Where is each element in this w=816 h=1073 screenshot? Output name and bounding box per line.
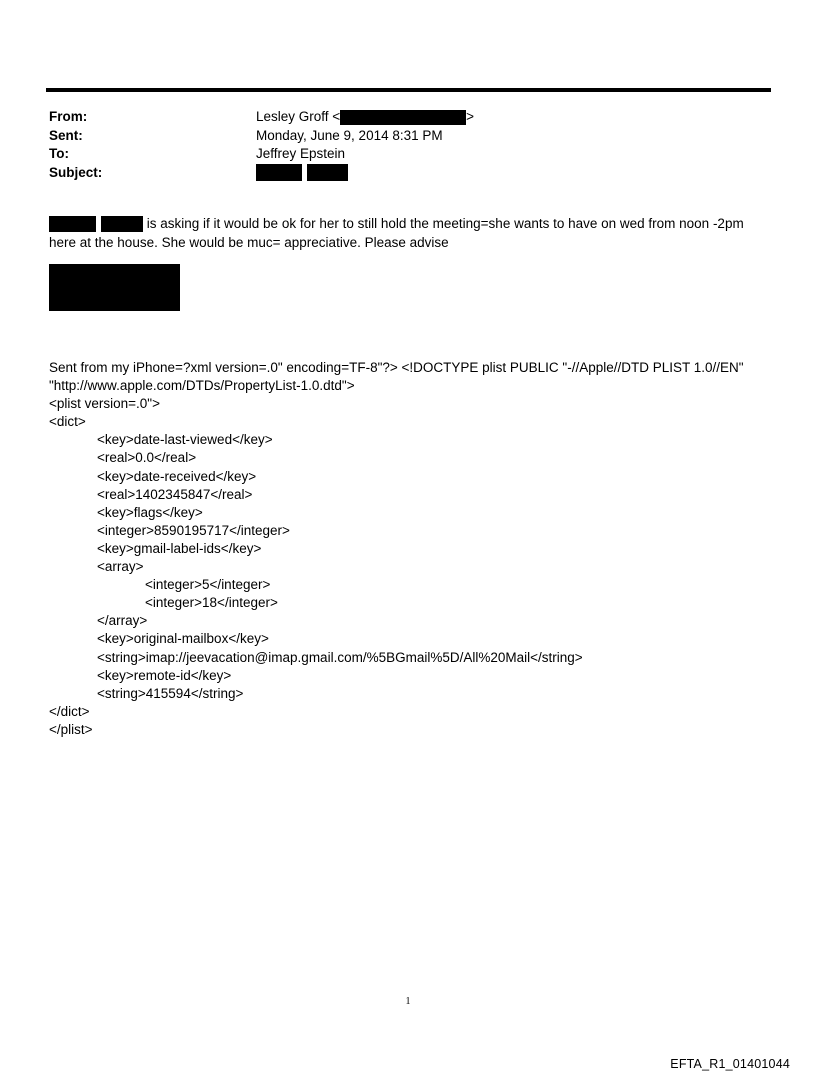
header-divider	[46, 88, 771, 92]
body-line-2: here at the house. She would be muc= appreciative. Please advise	[49, 234, 449, 250]
plist-line: <integer>8590195717</integer>	[97, 522, 290, 538]
plist-line: <key>original-mailbox</key>	[97, 631, 269, 647]
plist-line: <dict>	[49, 414, 86, 430]
plist-line: <array>	[97, 559, 144, 575]
body-line	[49, 215, 769, 234]
plist-line: <integer>5</integer>	[145, 577, 271, 593]
plist-line: <key>date-last-viewed</key>	[97, 432, 273, 448]
redacted-subject-part	[307, 164, 348, 181]
from-close: >	[466, 109, 475, 124]
plist-line: <integer>18</integer>	[145, 595, 278, 611]
plist-line: <string>415594</string>	[97, 685, 244, 701]
email-body	[49, 215, 769, 252]
plist-line: <key>remote-id</key>	[97, 667, 232, 683]
body-line-1: is asking if it would be ok for her to still hold the meeting=she wants to have on wed from noon -2pm	[143, 216, 744, 231]
plist-line: <key>date-received</key>	[97, 468, 257, 484]
subject-label: Subject:	[49, 164, 103, 180]
plist-line: <string>imap://jeevacation@imap.gmail.com/%5BGmail%5D/All%20Mail</string>	[97, 649, 583, 665]
redacted-signature	[49, 264, 180, 311]
sent-label: Sent:	[49, 127, 83, 143]
to-value: Jeffrey Epstein	[256, 146, 346, 161]
redacted-name	[101, 216, 143, 232]
plist-content	[49, 359, 769, 739]
redacted-name	[49, 216, 96, 232]
plist-line: <key>flags</key>	[97, 504, 203, 520]
page-number: 1	[405, 996, 411, 1007]
from-label: From:	[49, 109, 88, 124]
plist-line: <key>gmail-label-ids</key>	[97, 540, 262, 556]
plist-line: "http://www.apple.com/DTDs/PropertyList-1.0.dtd">	[49, 378, 355, 394]
plist-line: </array>	[97, 613, 148, 629]
plist-line: <real>0.0</real>	[97, 450, 197, 466]
plist-line: </dict>	[49, 703, 90, 719]
from-name: Lesley Groff <	[256, 109, 341, 124]
plist-line: <real>1402345847</real>	[97, 486, 253, 502]
sent-value: Monday, June 9, 2014 8:31 PM	[256, 127, 443, 143]
plist-line: <plist version=.0">	[49, 396, 160, 412]
subject-value	[256, 164, 348, 183]
redacted-email-address	[340, 110, 466, 125]
bates-number: EFTA_R1_01401044	[670, 1057, 790, 1071]
plist-line: </plist>	[49, 721, 93, 737]
from-value	[256, 108, 474, 127]
plist-line: Sent from my iPhone=?xml version=.0" encoding=TF-8"?> <!DOCTYPE plist PUBLIC "-//Apple//DTD PLIST 1.0//EN"	[49, 360, 744, 375]
redacted-subject-part	[256, 164, 302, 181]
to-label: To:	[49, 146, 69, 161]
